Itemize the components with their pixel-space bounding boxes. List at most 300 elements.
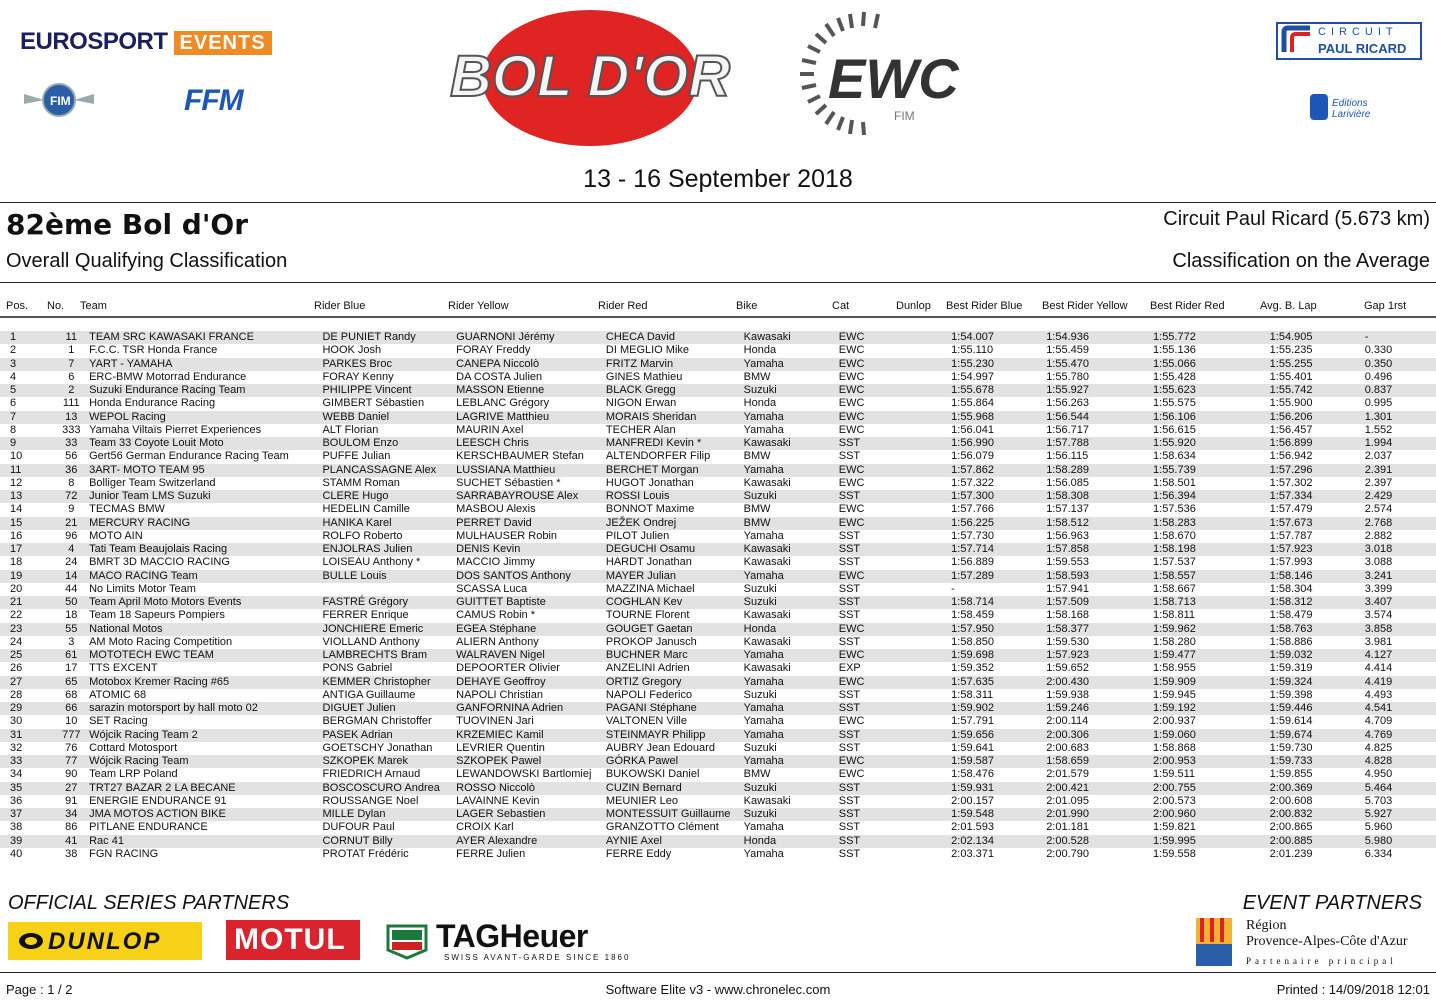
cell-number: 55 [53, 623, 89, 636]
cell-number: 38 [65, 847, 78, 860]
cell-avg-best-lap: 1:55.401 [1269, 370, 1313, 383]
cell-number: 72 [53, 490, 89, 503]
printed-timestamp: Printed : 14/09/2018 12:01 [1276, 982, 1430, 997]
cell-bike: Suzuki [743, 741, 777, 754]
cell-rider-red: MANFREDI Kevin * [606, 437, 744, 450]
col-header-dunlop: Dunlop [896, 300, 931, 312]
cell-best-blue: 1:57.730 [951, 529, 994, 542]
cell-pos: 34 [10, 768, 23, 781]
cell-gap-first: 5.464 [1365, 782, 1436, 795]
cell-pos: 39 [0, 835, 53, 848]
cell-best-blue: 1:54.997 [951, 370, 994, 383]
fim-logo [22, 82, 96, 118]
cell-team: 3ART- MOTO TEAM 95 [89, 464, 322, 477]
cell-best-yellow: 1:58.659 [1046, 755, 1153, 768]
cell-rider-yellow: LEWANDOWSKI Bartlomiej [456, 768, 592, 781]
cell-category: SST [839, 808, 951, 821]
cell-best-blue: 1:57.635 [951, 676, 1046, 689]
cell-pos: 16 [10, 529, 23, 542]
cell-avg-best-lap: 1:55.235 [1269, 344, 1313, 357]
cell-avg-best-lap: 2:00.865 [1269, 821, 1313, 834]
cell-pos: 11 [0, 464, 53, 477]
cell-best-yellow: 2:00.306 [1046, 729, 1153, 742]
cell-best-red: 1:58.713 [1153, 596, 1270, 609]
cell-rider-blue: SZKOPEK Marek [322, 755, 456, 768]
cell-gap-first: 4.828 [1365, 755, 1436, 768]
cell-best-red: 1:55.623 [1153, 384, 1270, 397]
cell-avg-best-lap: 1:58.312 [1270, 596, 1365, 609]
cell-category: EWC [838, 768, 865, 781]
cell-rider-red: ALTENDORFER Filip [605, 450, 711, 463]
col-header-rider-red: Rider Red [598, 300, 648, 312]
cell-bike: Honda [744, 623, 839, 636]
cell-category: EWC [839, 649, 951, 662]
cell-avg-best-lap: 1:57.334 [1270, 490, 1365, 503]
classification-method: Classification on the Average [1172, 250, 1430, 272]
cell-bike: Yamaha [744, 358, 839, 371]
cell-best-yellow: 1:59.553 [1046, 556, 1090, 569]
cell-avg-best-lap: 1:59.324 [1270, 676, 1365, 689]
tag-heuer-shield [386, 924, 428, 960]
cell-best-blue: 1:56.990 [951, 437, 1046, 450]
cell-best-red: 1:58.634 [1153, 450, 1196, 463]
cell-number: 65 [53, 676, 89, 689]
cell-category: SST [838, 794, 861, 807]
cell-rider-yellow: SARRABAYROUSE Alex [456, 490, 606, 503]
cell-rider-blue: PROTAT Frédéric [322, 847, 409, 860]
cell-best-red: 2:00.937 [1153, 715, 1196, 728]
cell-number: 36 [53, 464, 89, 477]
cell-team: Motobox Kremer Racing #65 [89, 676, 322, 689]
cell-bike: Yamaha [744, 729, 839, 742]
eurosport-events-logo [20, 28, 272, 56]
table-row [0, 424, 1436, 437]
cell-best-red: 1:58.283 [1153, 517, 1270, 530]
col-header-cat: Cat [832, 300, 850, 312]
cell-best-yellow: 1:56.963 [1046, 529, 1090, 542]
title-divider [0, 282, 1436, 283]
cell-bike: Yamaha [743, 529, 784, 542]
cell-category: EWC [839, 623, 951, 636]
cell-category: SST [839, 835, 951, 848]
cell-rider-yellow: CANEPA Niccolò [456, 358, 606, 371]
event-title: 82ème Bol d'Or [6, 208, 249, 241]
cell-team: TTS EXCENT [89, 662, 158, 675]
cell-bike: Kawasaki [744, 437, 839, 450]
circuit-label: CIRCUIT [1318, 26, 1398, 38]
cell-gap-first: 4.419 [1365, 676, 1436, 689]
cell-gap-first: 4.769 [1365, 729, 1436, 742]
cell-gap-first: 2.768 [1365, 517, 1436, 530]
cell-rider-blue: STAMM Roman [322, 476, 400, 489]
cell-number: 6 [68, 370, 75, 383]
cell-best-blue: 2:00.157 [951, 794, 994, 807]
cell-pos: 5 [0, 384, 53, 397]
cell-pos: 14 [10, 503, 23, 516]
cell-best-red: 1:58.280 [1153, 635, 1196, 648]
cell-best-yellow: 2:01.095 [1046, 794, 1090, 807]
cell-number: 11 [53, 331, 89, 344]
cell-bike: Kawasaki [743, 476, 791, 489]
cell-gap-first: 5.980 [1365, 835, 1436, 848]
cell-best-red: 1:56.615 [1153, 423, 1196, 436]
cell-team: Team April Moto Motors Events [89, 596, 322, 609]
cell-rider-blue: PHILIPPE Vincent [322, 384, 456, 397]
cell-rider-blue [322, 583, 456, 596]
cell-rider-blue: CORNUT Billy [322, 835, 456, 848]
cell-best-blue: 1:59.698 [951, 649, 1046, 662]
cell-best-yellow: 2:00.528 [1046, 835, 1153, 848]
ewc-logo [790, 10, 990, 145]
cell-rider-yellow: LAGER Sebastien [456, 808, 606, 821]
cell-gap-first: 0.837 [1365, 384, 1436, 397]
cell-pos: 10 [10, 450, 23, 463]
cell-rider-red: MORAIS Sheridan [606, 411, 744, 424]
cell-category: SST [838, 635, 861, 648]
cell-best-red: 1:58.868 [1153, 741, 1196, 754]
cell-best-yellow: 2:00.430 [1046, 676, 1153, 689]
cell-best-red: 2:00.755 [1153, 782, 1270, 795]
cell-pos: 25 [0, 649, 53, 662]
cell-bike: Suzuki [744, 384, 839, 397]
cell-best-red: 1:58.557 [1153, 570, 1270, 583]
cell-bike: Suzuki [744, 782, 839, 795]
cell-avg-best-lap: 2:00.369 [1270, 782, 1365, 795]
cell-rider-blue: DUFOUR Paul [322, 821, 395, 834]
cell-rider-yellow: MASBOU Alexis [456, 503, 536, 516]
cell-number: 56 [65, 450, 78, 463]
cell-rider-blue: HANIKA Karel [322, 517, 456, 530]
cell-gap-first: 4.709 [1364, 715, 1393, 728]
cell-gap-first: 0.496 [1364, 370, 1393, 383]
table-row [0, 623, 1436, 636]
cell-best-red: 1:59.511 [1153, 768, 1196, 781]
cell-team: FGN RACING [89, 847, 159, 860]
cell-gap-first: 4.825 [1364, 741, 1393, 754]
cell-pos: 23 [0, 623, 53, 636]
cell-best-yellow: 1:55.470 [1046, 358, 1153, 371]
cell-rider-red: MAYER Julian [606, 570, 744, 583]
col-header-team: Team [80, 300, 107, 312]
cell-category: EWC [838, 503, 865, 516]
cell-best-blue: 1:55.864 [951, 397, 994, 410]
table-row [0, 808, 1436, 821]
cell-team: ERC-BMW Motorrad Endurance [89, 370, 247, 383]
cell-rider-blue: FERRER Enrique [322, 609, 409, 622]
cell-rider-yellow: GUITTET Baptiste [456, 596, 606, 609]
cell-category: SST [838, 688, 861, 701]
cell-best-blue: 1:57.289 [951, 570, 1046, 583]
cell-rider-yellow: MACCIO Jimmy [456, 556, 535, 569]
cell-team: ENERGIE ENDURANCE 91 [89, 794, 227, 807]
cell-pos: 19 [0, 570, 53, 583]
cell-number: 44 [65, 582, 78, 595]
software-credit: Software Elite v3 - www.chronelec.com [605, 982, 831, 997]
svg-text:Larivière: Larivière [1332, 109, 1371, 120]
cell-rider-yellow: GUARNONI Jérémy [456, 331, 606, 344]
cell-team: National Motos [89, 623, 322, 636]
cell-avg-best-lap: 1:59.614 [1269, 715, 1313, 728]
cell-best-blue: 1:57.714 [951, 543, 1046, 556]
cell-rider-yellow: LUSSIANA Matthieu [456, 464, 606, 477]
cell-bike: Kawasaki [744, 331, 839, 344]
cell-category: EWC [839, 676, 951, 689]
cell-rider-yellow: DOS SANTOS Anthony [456, 570, 606, 583]
cell-rider-yellow: KRZEMIEC Kamil [456, 729, 606, 742]
cell-rider-yellow: CROIX Karl [456, 821, 514, 834]
cell-category: SST [838, 609, 861, 622]
cell-team: JMA MOTOS ACTION BIKE [89, 808, 322, 821]
cell-avg-best-lap: 1:59.446 [1270, 702, 1365, 715]
cell-rider-red: ANZELINI Adrien [605, 662, 690, 675]
cell-rider-red: TOURNE Florent [605, 609, 690, 622]
classification-table [0, 331, 1436, 861]
cell-avg-best-lap: 1:59.319 [1269, 662, 1313, 675]
table-row [0, 848, 1436, 861]
cell-gap-first: 2.429 [1365, 490, 1436, 503]
cell-rider-red: AUBRY Jean Edouard [605, 741, 715, 754]
cell-best-blue: 1:58.459 [951, 609, 994, 622]
cell-team: Rac 41 [89, 835, 322, 848]
cell-rider-blue: ANTIGA Guillaume [322, 688, 416, 701]
cell-bike: Yamaha [744, 755, 839, 768]
cell-best-blue: 1:54.007 [951, 331, 1046, 344]
table-row [0, 384, 1436, 397]
cell-team: Bolliger Team Switzerland [89, 476, 216, 489]
cell-best-blue: 1:55.968 [951, 411, 1046, 424]
table-row [0, 437, 1436, 450]
cell-rider-red: NIGON Erwan [605, 397, 677, 410]
cell-rider-yellow: DEHAYE Geoffroy [456, 676, 606, 689]
cell-avg-best-lap: 1:59.398 [1269, 688, 1313, 701]
cell-best-red: 1:59.060 [1153, 729, 1270, 742]
cell-category: EWC [838, 423, 865, 436]
editions-lariviere-logo [1310, 92, 1398, 124]
cell-avg-best-lap: 1:58.886 [1269, 635, 1313, 648]
cell-best-yellow: 1:58.168 [1046, 609, 1090, 622]
cell-avg-best-lap: 1:58.146 [1270, 570, 1365, 583]
cell-category: EWC [839, 570, 951, 583]
cell-rider-red: CUZIN Bernard [606, 782, 744, 795]
cell-bike: BMW [744, 517, 839, 530]
cell-avg-best-lap: 1:57.479 [1269, 503, 1313, 516]
cell-team: TRT27 BAZAR 2 LA BECANE [89, 782, 322, 795]
cell-bike: Kawasaki [743, 635, 791, 648]
cell-number: 24 [65, 556, 78, 569]
cell-number: 7 [53, 358, 89, 371]
table-row [0, 729, 1436, 742]
cell-best-blue: 1:59.641 [951, 741, 994, 754]
cell-best-yellow: 1:57.788 [1046, 437, 1153, 450]
table-row [0, 609, 1436, 622]
cell-best-yellow: 1:56.717 [1046, 423, 1090, 436]
cell-rider-red: ORTIZ Gregory [606, 676, 744, 689]
cell-best-blue: 1:57.950 [951, 623, 1046, 636]
cell-pos: 13 [0, 490, 53, 503]
cell-avg-best-lap: 2:00.832 [1270, 808, 1365, 821]
cell-best-yellow: 1:57.923 [1046, 649, 1153, 662]
cell-bike: Kawasaki [744, 543, 839, 556]
table-row [0, 556, 1436, 569]
cell-rider-red: CHECA David [606, 331, 744, 344]
cell-rider-red: STEINMAYR Philipp [606, 729, 744, 742]
cell-best-blue: 1:56.079 [951, 450, 994, 463]
cell-team: PITLANE ENDURANCE [89, 821, 208, 834]
cell-gap-first: 3.088 [1364, 556, 1393, 569]
cell-rider-blue: BULLE Louis [322, 570, 456, 583]
table-row [0, 636, 1436, 649]
cell-rider-yellow: EGEA Stéphane [456, 623, 606, 636]
motul-logo [226, 920, 360, 960]
cell-rider-blue: MILLE Dylan [322, 808, 456, 821]
cell-avg-best-lap: 1:59.032 [1270, 649, 1365, 662]
cell-rider-blue: KEMMER Christopher [322, 676, 456, 689]
cell-avg-best-lap: 1:56.206 [1270, 411, 1365, 424]
cell-rider-blue: HEDELIN Camille [322, 503, 410, 516]
region-partner-label: Partenaire principal [1246, 956, 1397, 966]
cell-team: Gert56 German Endurance Racing Team [89, 450, 289, 463]
cell-rider-yellow: NAPOLI Christian [456, 688, 543, 701]
cell-rider-red: VALTONEN Ville [605, 715, 687, 728]
cell-rider-red: COGHLAN Kev [606, 596, 744, 609]
table-row [0, 344, 1436, 357]
cell-best-yellow: 1:59.530 [1046, 635, 1090, 648]
cell-best-yellow: 2:01.579 [1046, 768, 1090, 781]
cell-number: 76 [65, 741, 78, 754]
cell-number: 50 [53, 596, 89, 609]
cell-pos: 38 [10, 821, 23, 834]
cell-gap-first: 5.960 [1364, 821, 1393, 834]
cell-gap-first: 3.241 [1365, 570, 1436, 583]
cell-avg-best-lap: 1:59.674 [1270, 729, 1365, 742]
cell-best-red: 1:58.955 [1153, 662, 1196, 675]
table-row [0, 742, 1436, 755]
cell-team: MOTO AIN [89, 529, 143, 542]
cell-bike: BMW [743, 503, 771, 516]
cell-best-blue: 1:56.041 [951, 423, 994, 436]
cell-gap-first: 5.703 [1364, 794, 1393, 807]
cell-category: EWC [839, 384, 951, 397]
cell-best-blue: 1:58.850 [951, 635, 994, 648]
tag-heuer-logo-text: TAGHeuer [436, 918, 588, 954]
cell-pos: 15 [0, 517, 53, 530]
bol-dor-logo-text: BOL D'OR [450, 44, 731, 109]
cell-bike: Suzuki [744, 596, 839, 609]
cell-pos: 7 [0, 411, 53, 424]
cell-pos: 33 [0, 755, 53, 768]
cell-rider-yellow: ALIERN Anthony [456, 635, 539, 648]
circuit-info: Circuit Paul Ricard (5.673 km) [1163, 208, 1430, 230]
paul-ricard-label: PAUL RICARD [1318, 41, 1407, 56]
cell-pos: 12 [10, 476, 23, 489]
table-row [0, 689, 1436, 702]
cell-team: SET Racing [89, 715, 148, 728]
cell-gap-first: 4.541 [1365, 702, 1436, 715]
editions-hidden-text: Editions Larivière [1310, 92, 1318, 93]
cell-category: SST [839, 437, 951, 450]
cell-best-blue: 1:58.476 [951, 768, 994, 781]
cell-best-blue: 1:57.322 [951, 476, 994, 489]
cell-best-blue: 1:56.889 [951, 556, 994, 569]
cell-team: Cottard Motosport [89, 741, 178, 754]
official-partners-heading: OFFICIAL SERIES PARTNERS [8, 892, 290, 914]
cell-best-red: 1:59.192 [1153, 702, 1270, 715]
cell-rider-red: PAGANI Stéphane [606, 702, 744, 715]
page-number: Page : 1 / 2 [6, 982, 73, 997]
cell-team: Tati Team Beaujolais Racing [89, 543, 322, 556]
table-row [0, 702, 1436, 715]
cell-rider-red: GRANZOTTO Clément [605, 821, 719, 834]
cell-best-red: 1:58.667 [1153, 582, 1196, 595]
cell-rider-blue: HOOK Josh [322, 344, 382, 357]
table-row [0, 782, 1436, 795]
cell-bike: Kawasaki [743, 609, 791, 622]
cell-rider-red: PILOT Julien [605, 529, 670, 542]
cell-best-blue: 1:59.656 [951, 729, 1046, 742]
cell-rider-yellow: SCASSA Luca [456, 582, 528, 595]
cell-category: EWC [838, 370, 865, 383]
ffm-logo: FFM [184, 84, 243, 117]
cell-bike: BMW [743, 450, 771, 463]
cell-rider-red: GOUGET Gaetan [606, 623, 744, 636]
cell-gap-first: 1.301 [1365, 411, 1436, 424]
cell-rider-blue: PONS Gabriel [322, 662, 393, 675]
cell-category: SST [839, 490, 951, 503]
cell-pos: 31 [0, 729, 53, 742]
cell-best-red: 1:55.920 [1153, 437, 1270, 450]
cell-best-red: 1:56.106 [1153, 411, 1270, 424]
cell-pos: 3 [0, 358, 53, 371]
cell-best-yellow: 1:59.652 [1046, 662, 1090, 675]
cell-best-blue: 2:01.593 [951, 821, 994, 834]
cell-number: 68 [65, 688, 78, 701]
cell-rider-blue: VIOLLAND Anthony [322, 635, 420, 648]
cell-best-red: 1:59.909 [1153, 676, 1270, 689]
cell-rider-red: NAPOLI Federico [605, 688, 693, 701]
cell-bike: Yamaha [744, 464, 839, 477]
cell-team: F.C.C. TSR Honda France [89, 344, 218, 357]
cell-category: SST [839, 782, 951, 795]
cell-rider-blue: BOSCOSCURO Andrea [322, 782, 456, 795]
cell-category: EWC [839, 755, 951, 768]
table-row [0, 835, 1436, 848]
cell-best-yellow: 1:55.459 [1046, 344, 1090, 357]
cell-rider-blue: PUFFE Julian [322, 450, 391, 463]
cell-gap-first: 0.995 [1364, 397, 1393, 410]
col-header-pos: Pos. [6, 300, 29, 312]
cell-best-yellow: 1:58.512 [1046, 517, 1153, 530]
cell-best-red: 1:56.394 [1153, 490, 1270, 503]
cell-bike: Yamaha [743, 715, 784, 728]
cell-best-red: 1:59.558 [1153, 847, 1196, 860]
cell-rider-blue: WEBB Daniel [322, 411, 456, 424]
cell-team: YART - YAMAHA [89, 358, 322, 371]
cell-gap-first: 4.127 [1365, 649, 1436, 662]
table-row [0, 371, 1436, 384]
cell-best-yellow: 1:56.115 [1046, 450, 1089, 463]
cell-rider-red: HARDT Jonathan [605, 556, 692, 569]
cell-category: EWC [838, 397, 865, 410]
cell-rider-yellow: FERRE Julien [456, 847, 526, 860]
cell-rider-yellow: LEESCH Chris [456, 437, 606, 450]
cell-avg-best-lap: 1:57.673 [1270, 517, 1365, 530]
event-partners-heading: EVENT PARTNERS [1242, 892, 1422, 914]
cell-category: SST [838, 821, 861, 834]
circuit-paul-ricard-logo [1276, 22, 1422, 60]
table-row [0, 583, 1436, 596]
cell-best-yellow: 1:57.137 [1046, 503, 1090, 516]
cell-category: SST [839, 729, 951, 742]
